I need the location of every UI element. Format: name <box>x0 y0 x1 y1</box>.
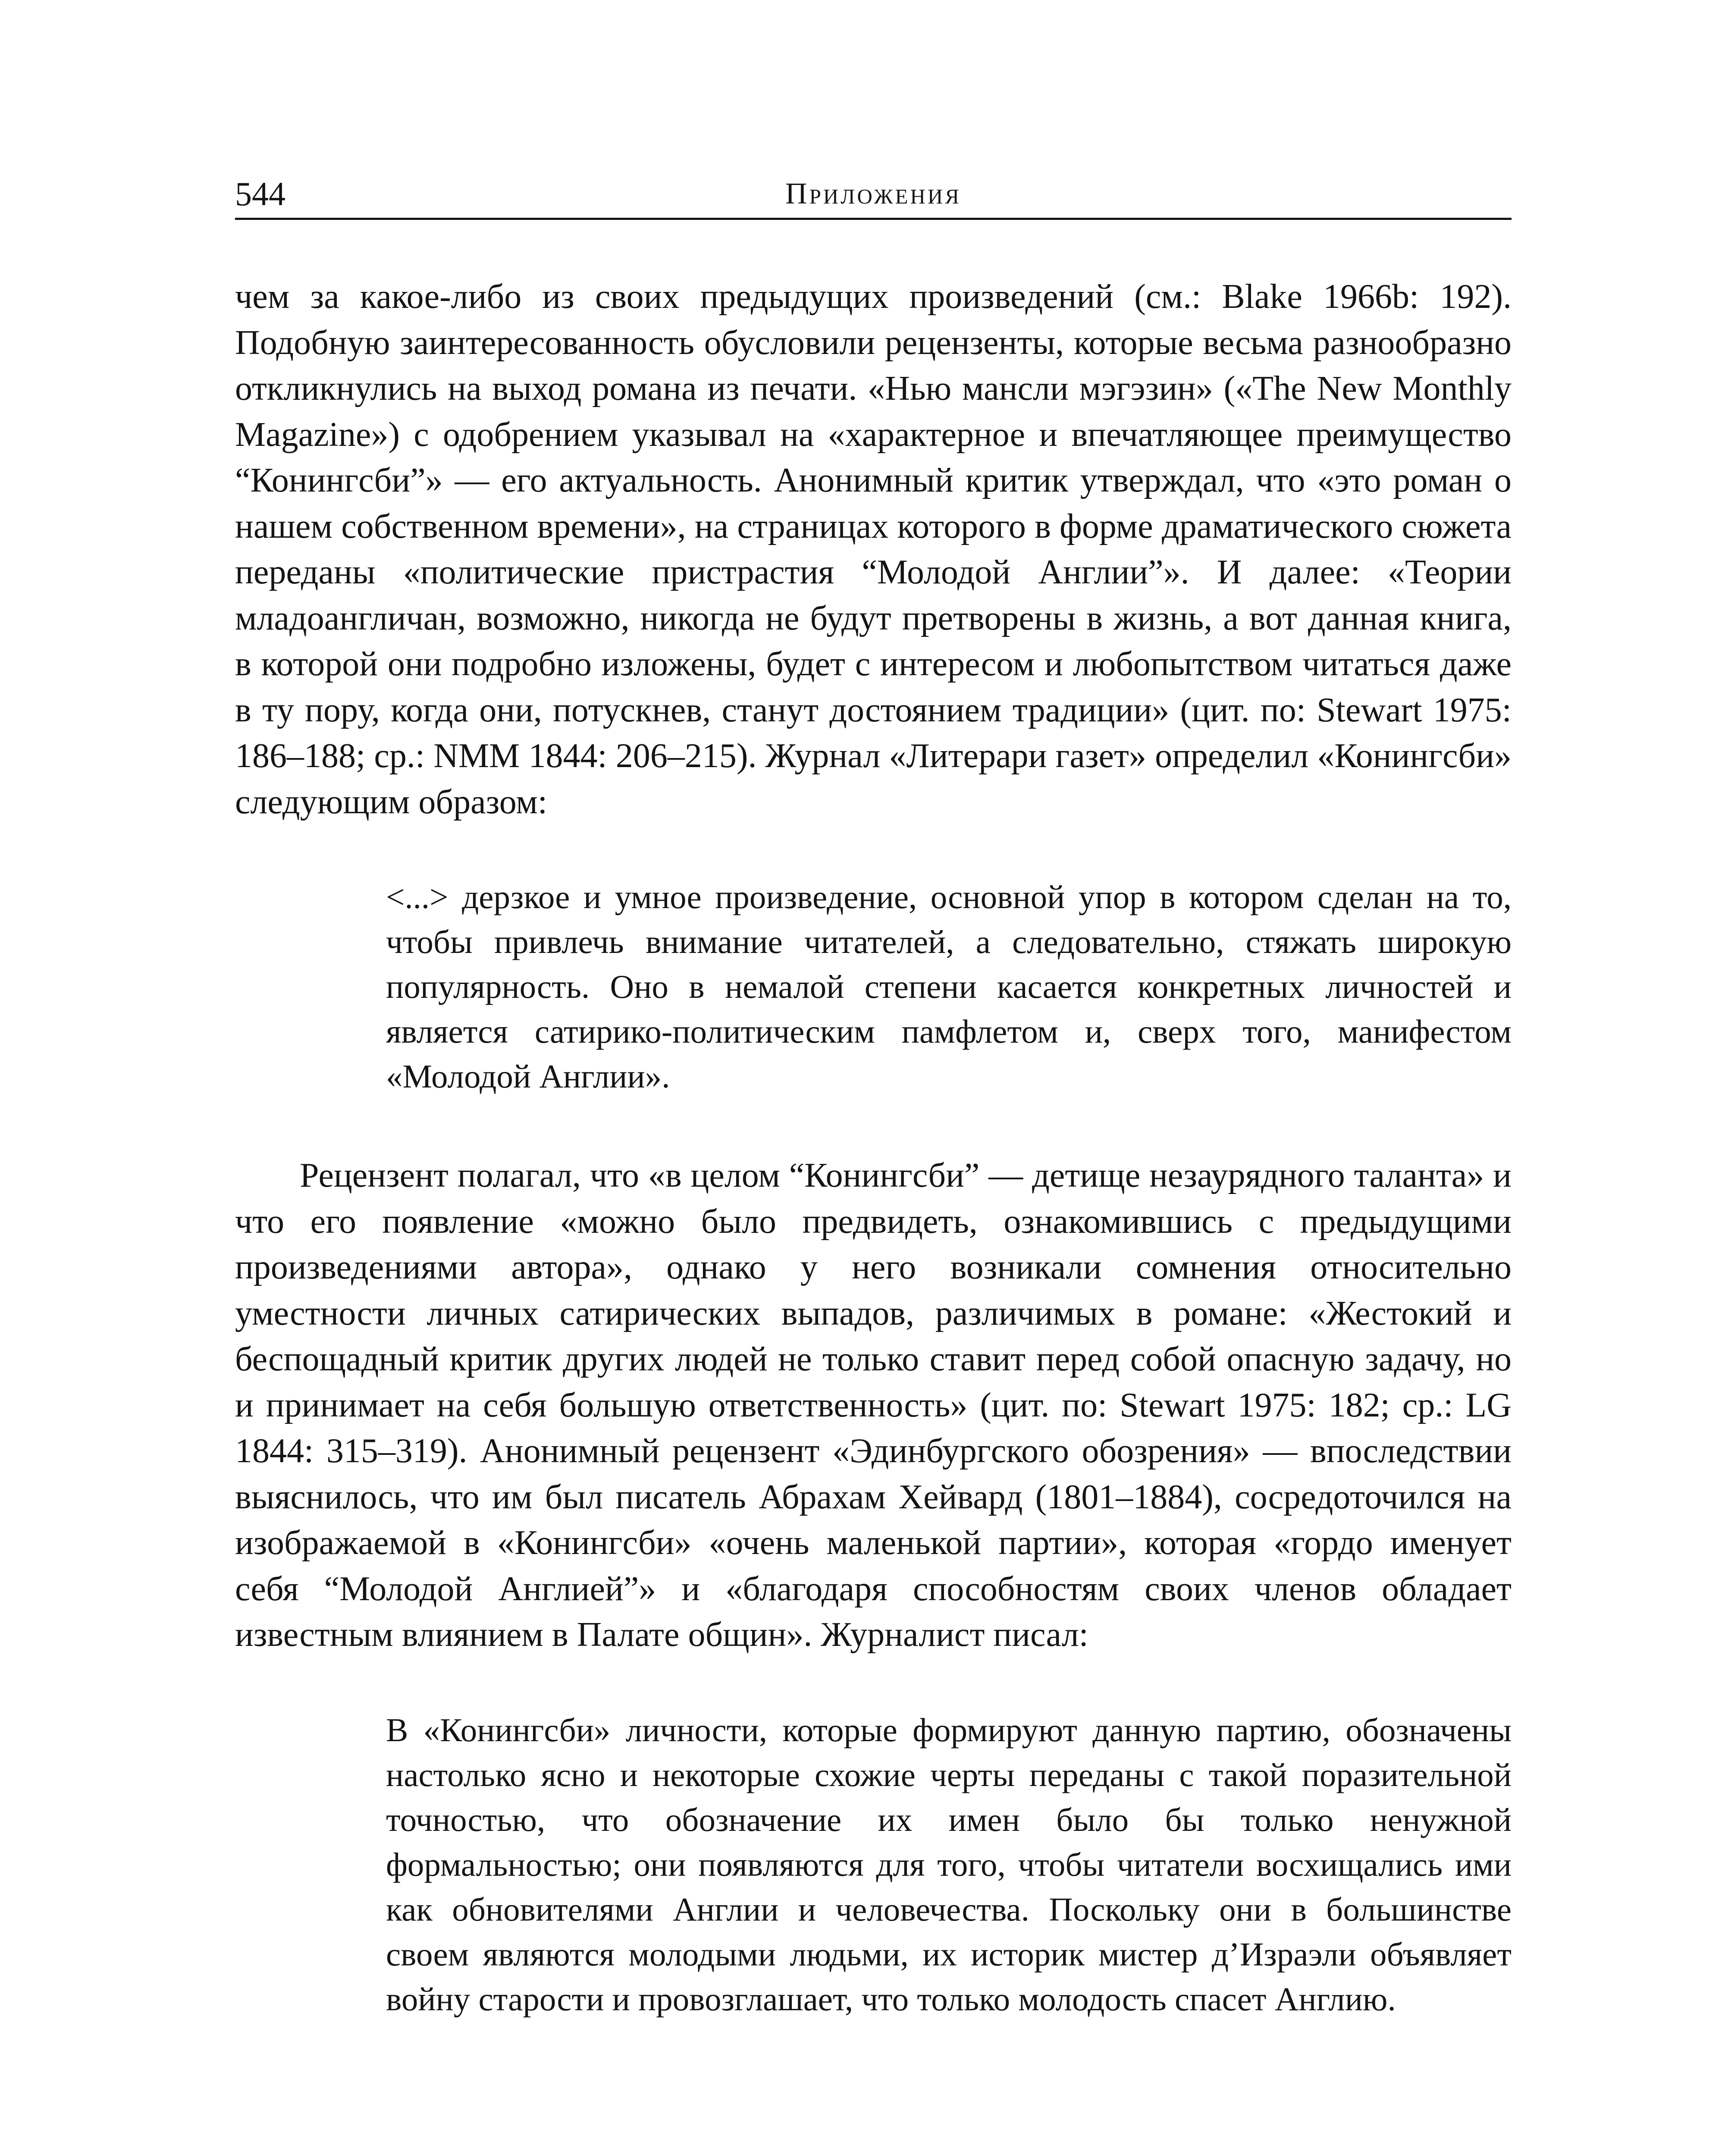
paragraph-2: Рецензент полагал, что «в целом “Конингсби” — детище незаурядного таланта» и что его появление «можно было предвидеть, ознакомившись с предыдущими произведениями автора», однако у него возникали сомнения относительно уместности личных сатирических выпадов, различимых в романе: «Жестокий и беспощадный критик других людей не только ставит перед собой опасную задачу, но и принимает на себя большую ответственность» (цит. по: Stewart 1975: 182; ср.: LG 1844: 315–319). Анонимный рецензент «Эдинбургского обозрения» — впоследствии выяснилось, что им был писатель Абрахам Хейвард (1801–1884), сосредоточился на изображаемой в «Конингсби» «очень маленькой партии», которая «гордо именует себя “Молодой Англией”» и «благодаря способностям своих членов обладает известным влиянием в Палате общин». Журналист писал: <box>235 1156 1512 1654</box>
spacer <box>235 1658 1512 1708</box>
block-quote-2: В «Конингсби» личности, которые формируют данную партию, обозначены настолько ясно и некоторые схожие черты переданы с такой поразительной точностью, что обозначение их имен было бы только ненужной формальностью; они появляются для того, чтобы читатели восхищались ими как обновителями Англии и человечества. Поскольку они в большинстве своем являются молодыми людьми, их историк мистер д’Израэли объявляет войну старости и провозглашает, что только молодость спасет Англию. <box>386 1711 1512 2018</box>
body-text <box>235 274 1512 2021</box>
spacer <box>235 1099 1512 1153</box>
spacer <box>235 825 1512 874</box>
header-rule <box>235 218 1512 220</box>
block-quote-1: <...> дерзкое и умное произведение, основной упор в котором сделан на то, чтобы привлечь внимание читателей, а следовательно, стяжать широкую популярность. Оно в немалой степени касается конкретных личностей и является сатирико-политическим памфлетом и, сверх того, манифестом «Молодой Англии». <box>386 878 1512 1095</box>
page-number: 544 <box>235 175 285 213</box>
section-title: Приложения <box>785 177 961 210</box>
paragraph-1: чем за какое-либо из своих предыдущих произведений (см.: Blake 1966b: 192). Подобную заинтересованность обусловили рецензенты, которые весьма разнообразно откликнулись на выход романа из печати. «Нью мансли мэгэзин» («The New Monthly Magazine») с одобрением указывал на «характерное и впечатляющее преимущество “Конингсби”» — его актуальность. Анонимный критик утверждал, что «это роман о нашем собственном времени», на страницах которого в форме драматического сюжета переданы «политические пристрастия “Молодой Англии”». И далее: «Теории младоангличан, возможно, никогда не будут претворены в жизнь, а вот данная книга, в которой они подробно изложены, будет с интересом и любопытством читаться даже в ту пору, когда они, потускнев, станут достоянием традиции» (цит. по: Stewart 1975: 186–188; ср.: NMM 1844: 206–215). Журнал «Литерари газет» определил «Конингсби» следующим образом: <box>235 278 1512 821</box>
running-head <box>235 170 1512 218</box>
